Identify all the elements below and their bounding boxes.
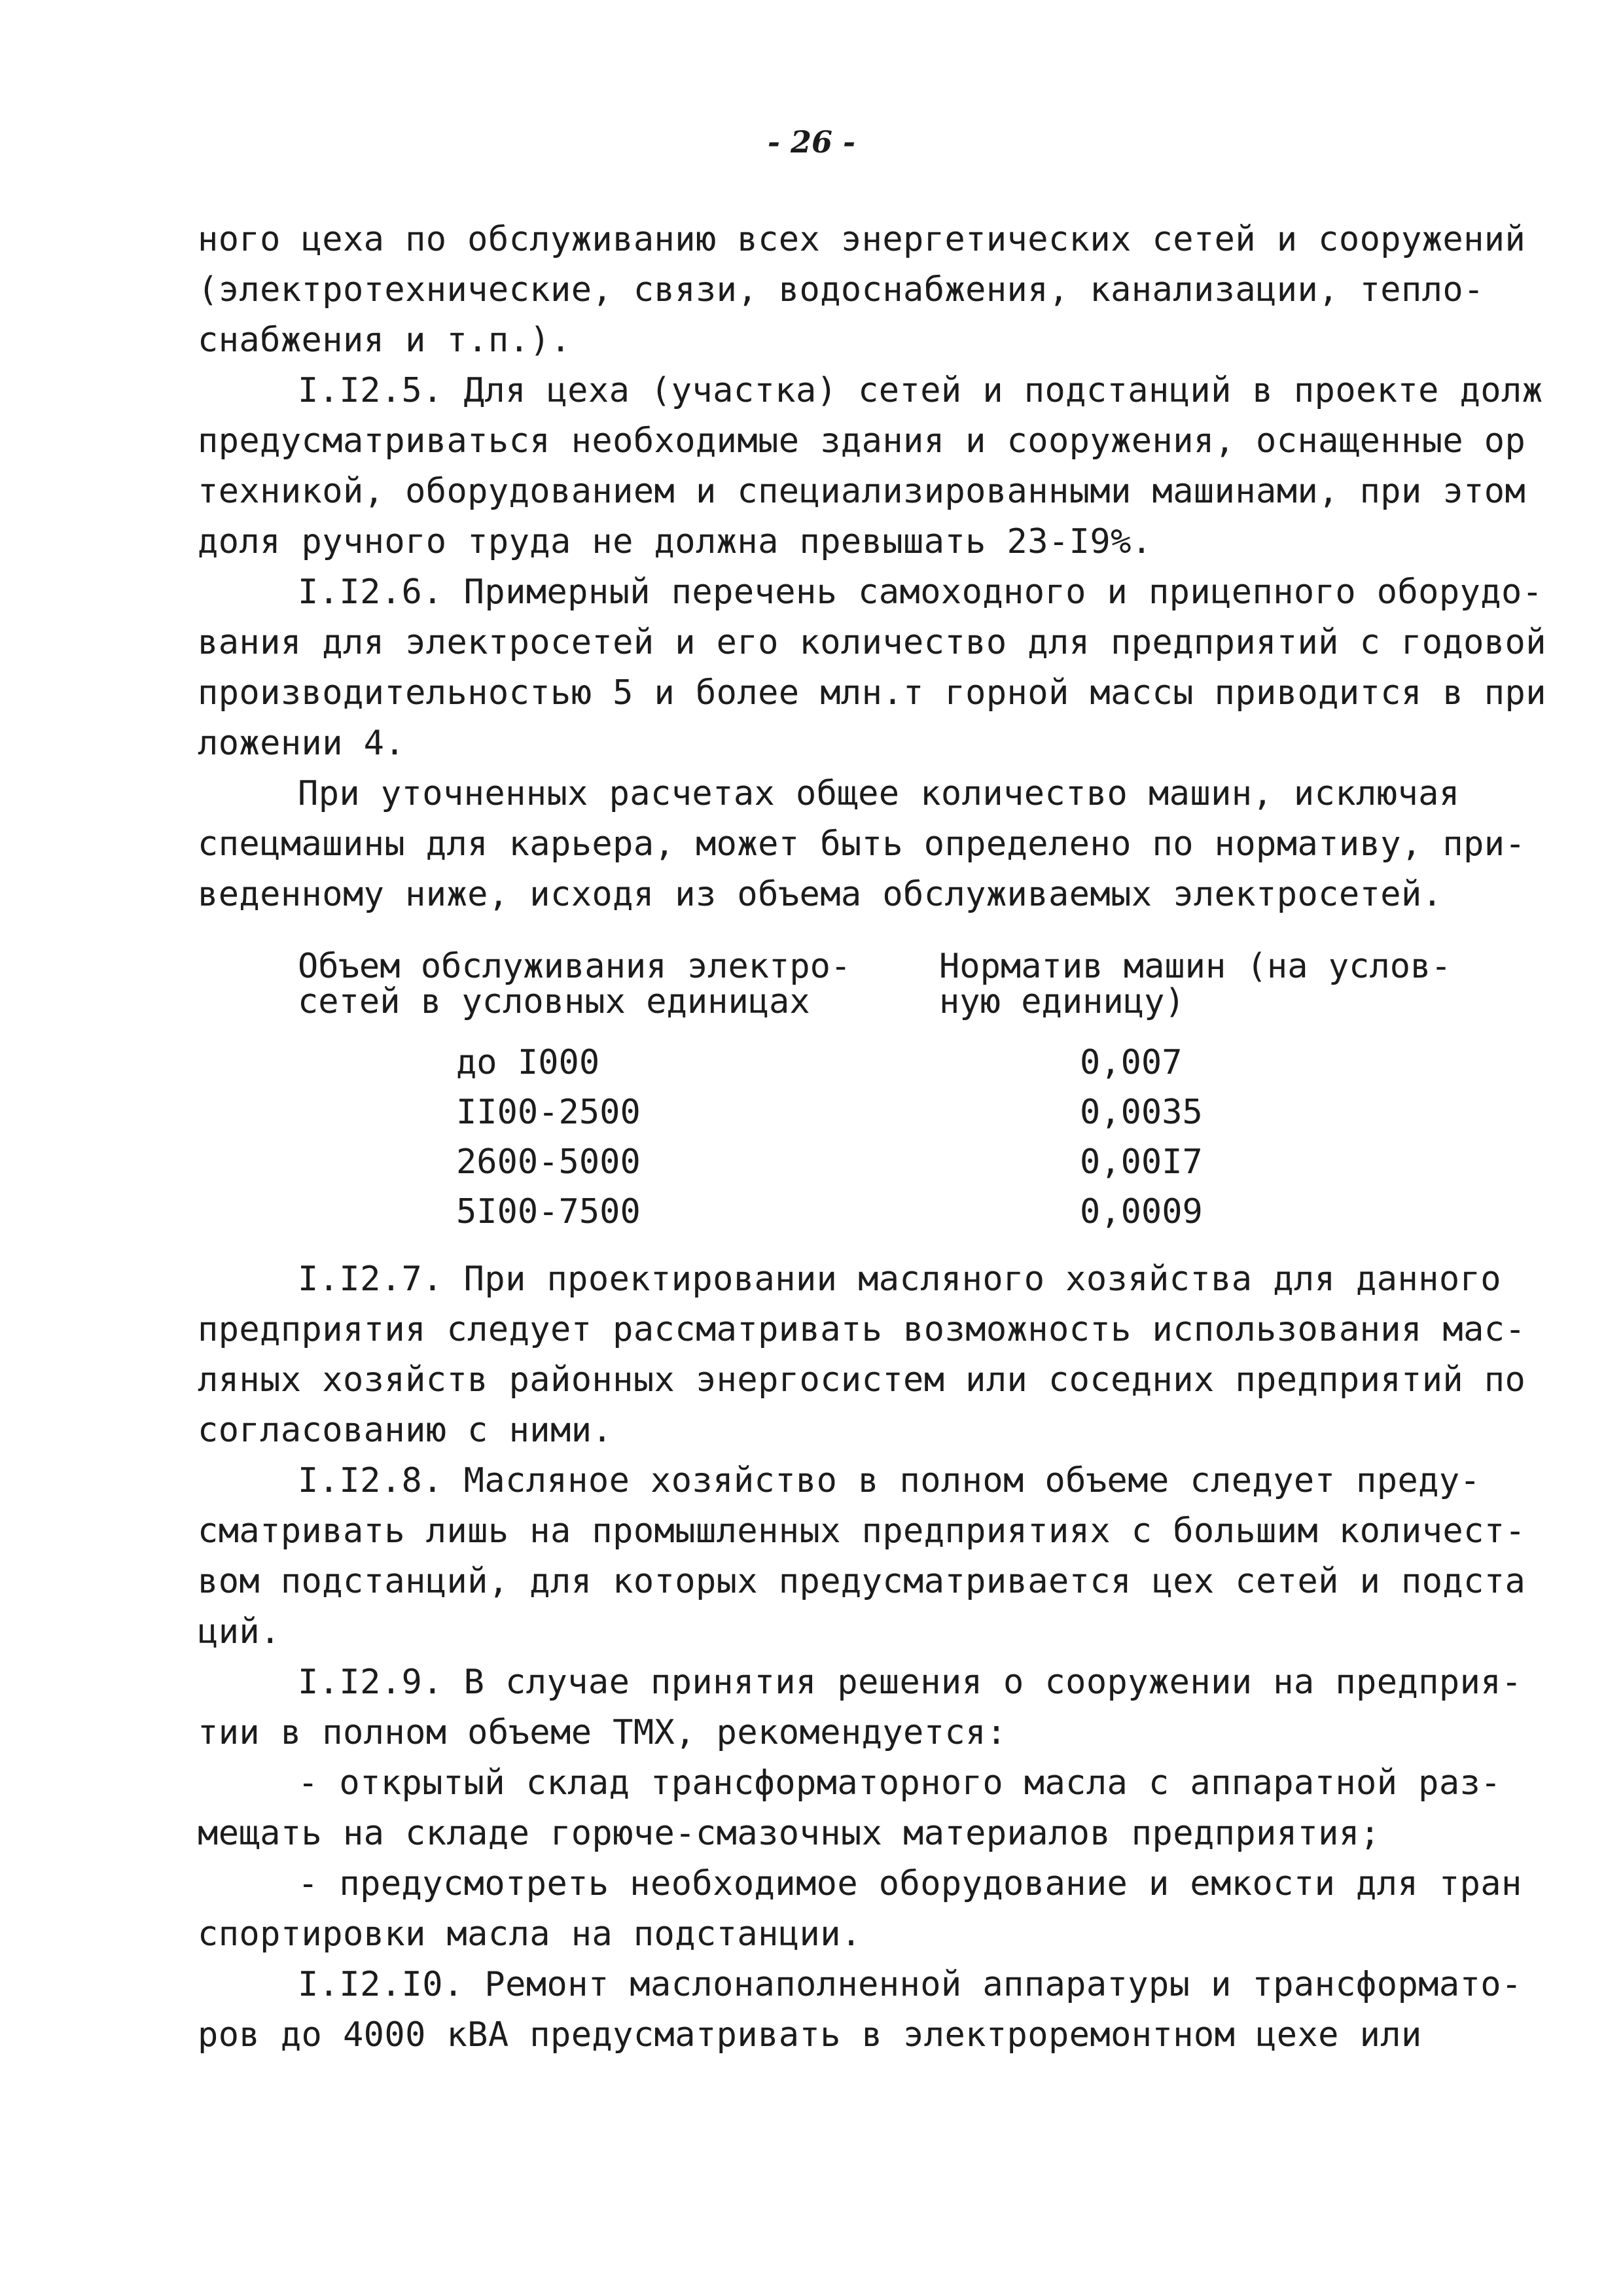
text-line: I.I2.8. Масляное хозяйство в полном объеме следует преду- bbox=[298, 1461, 1481, 1500]
text-line: При уточненных расчетах общее количество машин, исключая bbox=[298, 774, 1460, 813]
table-cell-norm: 0,00I7 bbox=[1080, 1142, 1203, 1182]
text-line: веденному ниже, исходя из объема обслуживаемых электросетей. bbox=[198, 875, 1443, 914]
text-line: I.I2.9. В случае принятия решения о сооружении на предприя- bbox=[298, 1663, 1522, 1702]
text-line: спецмашины для карьера, может быть определено по нормативу, при- bbox=[198, 824, 1526, 864]
text-line: предприятия следует рассматривать возможность использования мас- bbox=[198, 1310, 1526, 1349]
text-line: - предусмотреть необходимое оборудование и емкости для тран bbox=[298, 1864, 1522, 1903]
text-line: ного цеха по обслуживанию всех энергетических сетей и сооружений bbox=[198, 220, 1526, 259]
table-cell-norm: 0,0035 bbox=[1080, 1093, 1203, 1132]
text-line: I.I2.6. Примерный перечень самоходного и прицепного оборудо- bbox=[298, 573, 1543, 612]
text-line: мещать на складе горюче-смазочных материалов предприятия; bbox=[198, 1814, 1381, 1853]
text-line: I.I2.7. При проектировании масляного хозяйства для данного bbox=[298, 1260, 1501, 1299]
text-line: I.I2.I0. Ремонт маслонаполненной аппаратуры и трансформато- bbox=[298, 1965, 1522, 2004]
text-line: согласованию с ними. bbox=[198, 1411, 613, 1450]
table-header-norm: Норматив машин (на услов- ную единицу) bbox=[939, 947, 1452, 1021]
table-cell-range: 5I00-7500 bbox=[456, 1192, 641, 1231]
text-line: - открытый склад трансформаторного масла с аппаратной раз- bbox=[298, 1763, 1501, 1803]
text-line: ров до 4000 кВА предусматривать в электроремонтном цехе или bbox=[198, 2015, 1422, 2055]
text-line: тии в полном объеме ТМХ, рекомендуется: bbox=[198, 1713, 1007, 1752]
text-line: ляных хозяйств районных энергосистем или соседних предприятий по bbox=[198, 1360, 1526, 1400]
text-line: предусматриваться необходимые здания и сооружения, оснащенные ор bbox=[198, 421, 1526, 461]
text-line: спортировки масла на подстанции. bbox=[198, 1915, 862, 1954]
text-line: (электротехнические, связи, водоснабжения, канализации, тепло- bbox=[198, 270, 1484, 309]
text-line: сматривать лишь на промышленных предприятиях с большим количест- bbox=[198, 1511, 1526, 1551]
table-cell-range: до I000 bbox=[456, 1043, 600, 1082]
table-cell-norm: 0,007 bbox=[1080, 1043, 1183, 1082]
text-line: вом подстанций, для которых предусматривается цех сетей и подста bbox=[198, 1562, 1526, 1601]
text-line: производительностью 5 и более млн.т горной массы приводится в при bbox=[198, 673, 1546, 713]
table-cell-range: II00-2500 bbox=[456, 1093, 641, 1132]
text-line: вания для электросетей и его количество для предприятий с годовой bbox=[198, 623, 1546, 662]
text-line: ложении 4. bbox=[198, 724, 406, 763]
text-line: снабжения и т.п.). bbox=[198, 321, 571, 360]
page-number: - 26 - bbox=[767, 124, 856, 160]
text-line: I.I2.5. Для цеха (участка) сетей и подстанций в проекте долж bbox=[298, 371, 1543, 410]
text-line: доля ручного труда не должна превышать 23-I9%. bbox=[198, 522, 1152, 561]
table-header-volume: Объем обслуживания электро- сетей в условных единицах bbox=[298, 947, 851, 1021]
text-line: техникой, оборудованием и специализированными машинами, при этом bbox=[198, 472, 1526, 511]
table-cell-norm: 0,0009 bbox=[1080, 1192, 1203, 1231]
table-cell-range: 2600-5000 bbox=[456, 1142, 641, 1182]
text-line: ций. bbox=[198, 1612, 281, 1651]
